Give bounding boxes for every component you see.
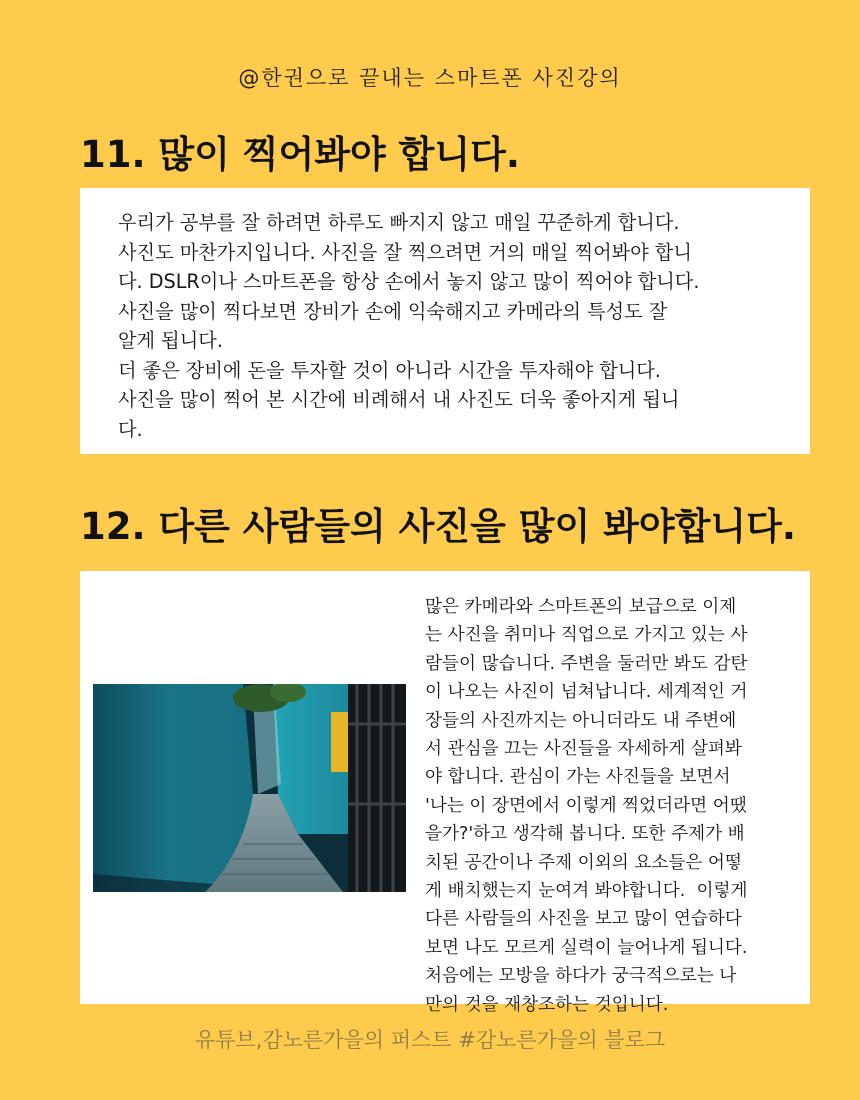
header-credit: @한권으로 끝내는 스마트폰 사진강의 <box>238 66 622 90</box>
section-12-body: 많은 카메라와 스마트폰의 보급으로 이제 는 사진을 취미나 직업으로 가지고 있는 사 람들이 많습니다. 주변을 둘러만 봐도 감탄 이 나오는 사진이 넘쳐납니다. 세계적인 거 장들의 사진까지는 아니더라도 내 주변에 서 관심을 끄는 사진들을 자세하게 살펴봐 야 합니다. 관심이 가는 사진들을 보면서 '나는 이 장면에서 이렇게 찍었더라면 어땠 을가?'하고 생각해 봅니다. 또한 주제가 배 치된 공간이나 주제 이외의 요소들은 어떻 게 배치했는지 눈여겨 봐야합니다. 이렇게 다른 사람들의 사진을 보고 많이 연습하다 보면 나도 모르게 실력이 늘어나게 됩니다. 처음에는 모방을 하다가 궁극적으로는 나 만의 것을 재창조하는 것입니다. <box>425 597 748 1015</box>
section-11-title: 11. 많이 찍어봐야 합니다. <box>80 133 520 176</box>
footer-credit: 유튜브,감노른가을의 퍼스트 #감노른가을의 블로그 <box>194 1028 666 1052</box>
section-12-title: 12. 다른 사람들의 사진을 많이 봐야합니다. <box>80 505 796 548</box>
section-11-body: 우리가 공부를 잘 하려면 하루도 빠지지 않고 매일 꾸준하게 합니다. 사진도 마찬가지입니다. 사진을 잘 찍으려면 거의 매일 찍어봐야 합니 다. DSLR이나 스마트폰을 항상 손에서 놓지 않고 많이 찍어야 합니다. 사진을 많이 찍다보면 장비가 손에 익숙해지고 카메라의 특성도 잘 알게 됩니다. 더 좋은 장비에 돈을 투자할 것이 아니라 시간을 투자해야 합니다. 사진을 많이 찍어 본 시간에 비례해서 내 사진도 더욱 좋아지게 됩니 다. <box>118 211 700 441</box>
section-11-card <box>80 188 810 454</box>
section-12-card <box>80 571 810 1015</box>
alley-photo <box>93 684 406 892</box>
